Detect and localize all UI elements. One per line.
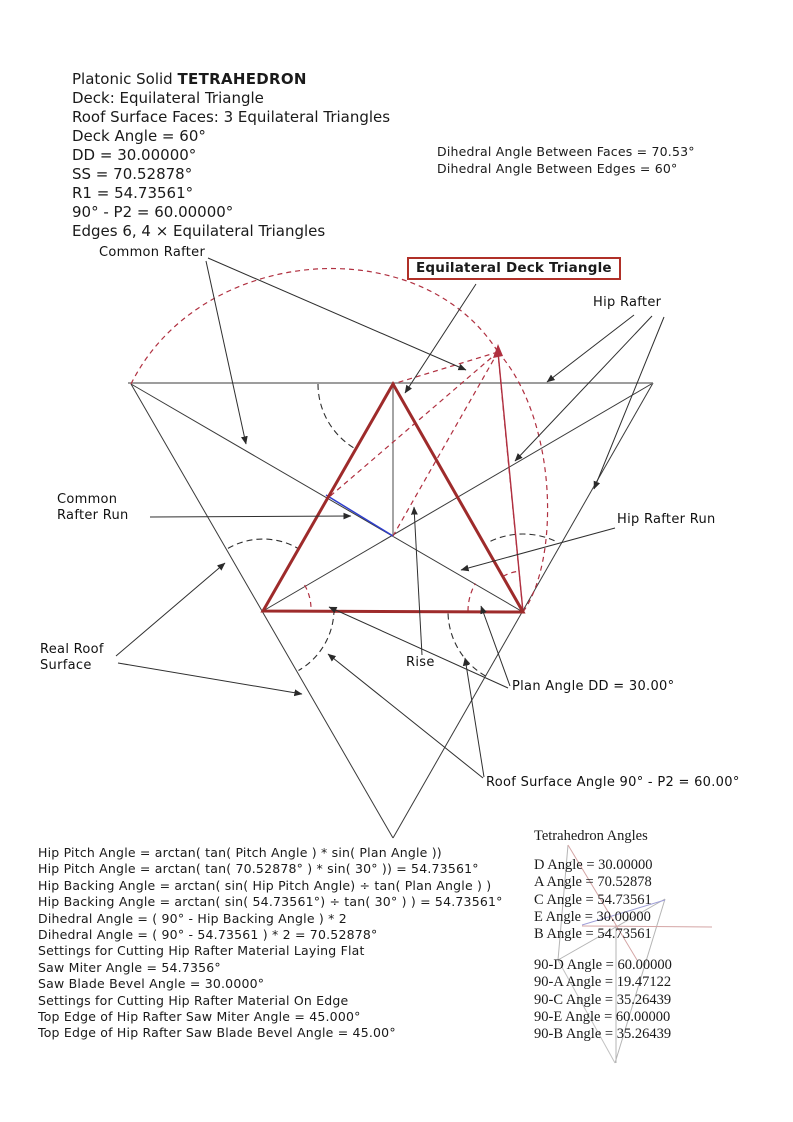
left-vertex-lower-arc bbox=[299, 609, 335, 671]
header-line: DD = 30.00000° bbox=[72, 146, 197, 164]
tetra-angle-item: D Angle = 30.00000 bbox=[534, 857, 653, 873]
label-deck-triangle-box: Equilateral Deck Triangle bbox=[407, 257, 621, 280]
tetra-angles-title: Tetrahedron Angles bbox=[534, 828, 648, 844]
formula-line: Hip Backing Angle = arctan( sin( 54.73561°) ÷ tan( 30° ) ) = 54.73561° bbox=[38, 894, 503, 910]
header-line: Deck Angle = 60° bbox=[72, 127, 206, 145]
label-leader-arrows bbox=[116, 258, 664, 778]
label-hip-rafter-run: Hip Rafter Run bbox=[617, 512, 716, 527]
hip-swing-outer-arc bbox=[498, 352, 548, 612]
formula-line: Hip Pitch Angle = arctan( tan( 70.52878° ) * sin( 30° )) = 54.73561° bbox=[38, 861, 479, 877]
formula-line: Dihedral Angle = ( 90° - Hip Backing Angle ) * 2 bbox=[38, 910, 347, 926]
title-solid-name: TETRAHEDRON bbox=[177, 70, 307, 88]
common-rafter-leader-1 bbox=[206, 261, 246, 444]
label-common-rafter-run bbox=[57, 492, 129, 524]
formula-line: Dihedral Angle = ( 90° - 54.73561 ) * 2 = 70.52878° bbox=[38, 927, 378, 943]
common-rafter-run-leader bbox=[150, 516, 351, 517]
apex-angle-arc bbox=[318, 384, 356, 449]
formula-line: Top Edge of Hip Rafter Saw Miter Angle = 45.000° bbox=[38, 1009, 361, 1025]
real-roof-surface-leader-1 bbox=[116, 563, 225, 656]
tetra-angle-item: E Angle = 30.00000 bbox=[534, 908, 651, 925]
page-title bbox=[72, 70, 390, 89]
header-line: Edges 6, 4 × Equilateral Triangles bbox=[72, 222, 326, 240]
apex-swing-arc bbox=[131, 269, 498, 384]
hip-rafter-leader-3 bbox=[594, 317, 664, 489]
black-angle-arcs bbox=[228, 384, 556, 676]
header-line: Deck: Equilateral Triangle bbox=[72, 89, 264, 107]
title-prefix: Platonic Solid bbox=[72, 70, 178, 88]
roof-surface-angle-leader-2 bbox=[328, 654, 483, 778]
tetra-angle-item: A Angle = 70.52878 bbox=[534, 874, 652, 891]
label-rise: Rise bbox=[406, 655, 435, 670]
dihedral-edges-line: Dihedral Angle Between Edges = 60° bbox=[437, 161, 678, 176]
label-roof-surface-angle: Roof Surface Angle 90° - P2 = 60.00° bbox=[486, 775, 740, 790]
hip-rafter-leader-2 bbox=[515, 316, 652, 461]
label-real-roof-surface bbox=[40, 642, 104, 674]
label-real-roof-surface-line2: Surface bbox=[40, 658, 92, 673]
formula-line: Saw Miter Angle = 54.7356° bbox=[38, 959, 221, 975]
formula-line: Hip Pitch Angle = arctan( tan( Pitch Angle ) * sin( Plan Angle )) bbox=[38, 845, 442, 860]
tetra-angle-item: 90-C Angle = 35.26439 bbox=[534, 991, 672, 1008]
real-roof-surface-leader-2 bbox=[118, 663, 302, 694]
hip-angle-arc bbox=[503, 571, 520, 576]
tetra-angle-item: 90-D Angle = 60.00000 bbox=[534, 957, 672, 973]
formula-line: Top Edge of Hip Rafter Saw Blade Bevel Angle = 45.00° bbox=[38, 1025, 396, 1041]
header-line: 90° - P2 = 60.00000° bbox=[72, 203, 234, 221]
header-line: Roof Surface Faces: 3 Equilateral Triangles bbox=[72, 108, 391, 126]
header-block bbox=[72, 70, 390, 241]
red-fold-curves bbox=[131, 269, 548, 612]
tetra-angle-item: 90-B Angle = 35.26439 bbox=[534, 1026, 672, 1043]
formula-line: Settings for Cutting Hip Rafter Material On Edge bbox=[38, 992, 349, 1008]
formula-line: Hip Backing Angle = arctan( sin( Hip Pitch Angle) ÷ tan( Plan Angle ) ) bbox=[38, 877, 492, 893]
left-vertex-upper-arc bbox=[228, 539, 298, 548]
formulas-block bbox=[38, 845, 503, 1042]
formula-line: Settings for Cutting Hip Rafter Material Laying Flat bbox=[38, 943, 365, 959]
plan-angle-arc-right bbox=[468, 584, 475, 612]
tetra-complement-angles-list bbox=[534, 957, 672, 1043]
dihedral-faces-line: Dihedral Angle Between Faces = 70.53° bbox=[437, 144, 695, 159]
label-common-rafter-run-line2: Rafter Run bbox=[57, 508, 129, 523]
tetra-angles-list bbox=[534, 857, 653, 943]
dihedral-block bbox=[437, 143, 695, 177]
plan-angle-arc-left bbox=[305, 585, 311, 609]
plan-angle-leader-1 bbox=[481, 606, 510, 686]
header-line: R1 = 54.73561° bbox=[72, 184, 194, 202]
tetra-angle-item: C Angle = 54.73561 bbox=[534, 891, 652, 908]
common-rafter-fold-line bbox=[328, 352, 498, 498]
formula-line: Saw Blade Bevel Angle = 30.0000° bbox=[38, 976, 265, 992]
hip-rafter-run-leader bbox=[461, 528, 615, 570]
tetra-angle-item: 90-A Angle = 19.47122 bbox=[534, 974, 672, 991]
label-real-roof-surface-line1: Real Roof bbox=[40, 642, 104, 657]
tetra-angle-item: B Angle = 54.73561 bbox=[534, 926, 652, 943]
rise-leader bbox=[414, 507, 422, 655]
label-common-rafter: Common Rafter bbox=[99, 245, 206, 260]
tetra-angle-item: 90-E Angle = 60.00000 bbox=[534, 1008, 671, 1025]
label-plan-angle: Plan Angle DD = 30.00° bbox=[512, 679, 675, 694]
deck-box-leader bbox=[405, 284, 476, 393]
common-rafter-run-blue-segment bbox=[326, 495, 393, 536]
label-hip-rafter: Hip Rafter bbox=[593, 295, 662, 310]
header-line: SS = 70.52878° bbox=[72, 165, 193, 183]
label-common-rafter-run-line1: Common bbox=[57, 492, 118, 507]
